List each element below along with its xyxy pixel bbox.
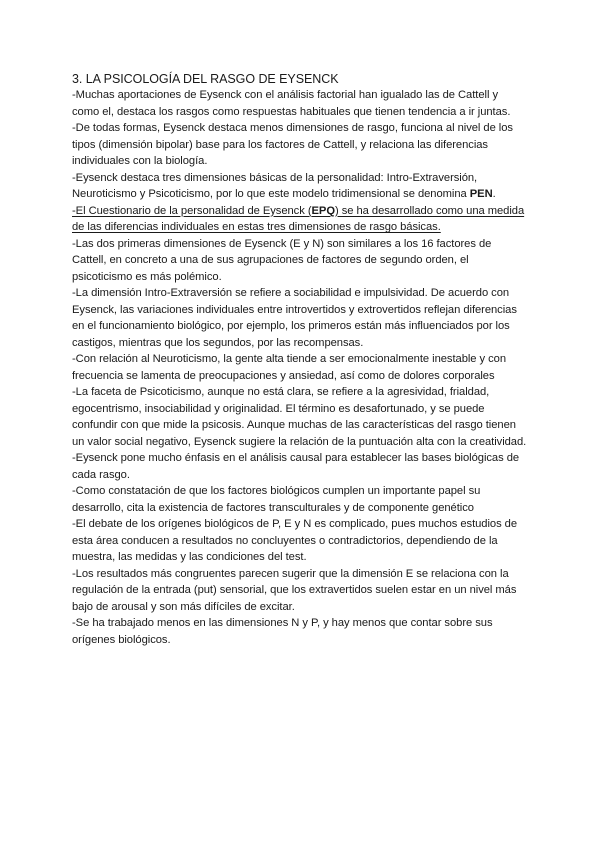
- paragraph-4-underlined: [72, 203, 528, 236]
- paragraph-5: -Las dos primeras dimensiones de Eysenck (E y N) son similares a los 16 factores de Cattell, en concreto a una de sus agrupaciones de factores de segundo orden, el psicoticismo es más polémico.: [72, 237, 492, 283]
- paragraph-10: -Como constatación de que los factores biológicos cumplen un importante papel su desarrollo, cita la existencia de factores transculturales y de componente genético: [72, 485, 481, 514]
- paragraph-2: -De todas formas, Eysenck destaca menos dimensiones de rasgo, funciona al nivel de los tipos (dimensión bipolar) base para los factores de Cattell, y relaciona las diferencias individuales con la biología.: [72, 122, 513, 167]
- paragraph-4-end: ) se ha desarrollado como una medida de las diferencias individuales en estas tres dimensiones de rasgo básicas.: [72, 204, 525, 233]
- paragraph-13: -Se ha trabajado menos en las dimensiones N y P, y hay menos que contar sobre sus orígenes biológicos.: [72, 617, 493, 646]
- epq-term: EPQ: [311, 204, 335, 217]
- paragraph-3-end: .: [492, 188, 496, 200]
- paragraph-11: -El debate de los orígenes biológicos de P, E y N es complicado, pues muchos estudios de esta área conducen a resultados no concluyentes o contradictorios, dependiendo de la muestra, las medidas y las condiciones del test.: [72, 518, 518, 563]
- paragraph-12: -Los resultados más congruentes parecen sugerir que la dimensión E se relaciona con la regulación de la entrada (put) sensorial, que los extravertidos suelen estar en un nivel más bajo de arousal y son más difíciles de excitar.: [72, 567, 517, 613]
- paragraph-4-text: -El Cuestionario de la personalidad de Eysenck (: [72, 204, 312, 217]
- document-page: [72, 71, 528, 648]
- pen-term: PEN: [469, 188, 493, 200]
- section-title: 3. LA PSICOLOGÍA DEL RASGO DE EYSENCK: [72, 72, 339, 86]
- paragraph-3: [72, 170, 528, 203]
- paragraph-1: -Muchas aportaciones de Eysenck con el análisis factorial han igualado las de Cattell y como el, destaca los rasgos como respuestas habituales que tienen tendencia a ir juntas.: [72, 89, 511, 118]
- paragraph-8: -La faceta de Psicoticismo, aunque no está clara, se refiere a la agresividad, frialdad, egocentrismo, insociabilidad y originalidad. El término es desafortunado, y se puede confundir con que mide la psicosis. Aunque muchas de las características del rasgo tienen un valor social negativo, Eysenck sugiere la relación de la puntuación alta con la creatividad.: [72, 386, 527, 448]
- paragraph-9: -Eysenck pone mucho énfasis en el análisis causal para establecer las bases biológicas de cada rasgo.: [72, 452, 520, 481]
- paragraph-7: -Con relación al Neuroticismo, la gente alta tiende a ser emocionalmente inestable y con frecuencia se lamenta de preocupaciones y ansiedad, así como de dolores corporales: [72, 353, 507, 382]
- paragraph-3-text: -Eysenck destaca tres dimensiones básicas de la personalidad: Intro-Extraversión, Neuroticismo y Psicoticismo, por lo que este modelo tridimensional se denomina: [72, 171, 478, 200]
- paragraph-6: -La dimensión Intro-Extraversión se refiere a sociabilidad e impulsividad. De acuerdo con Eysenck, las variaciones individuales entre introvertidos y extrovertidos reflejan diferencias en el funcionamiento biológico, por ejemplo, los primeros están más influenciados por los castigos, mientras que los segundos, por las recompensas.: [72, 287, 517, 349]
